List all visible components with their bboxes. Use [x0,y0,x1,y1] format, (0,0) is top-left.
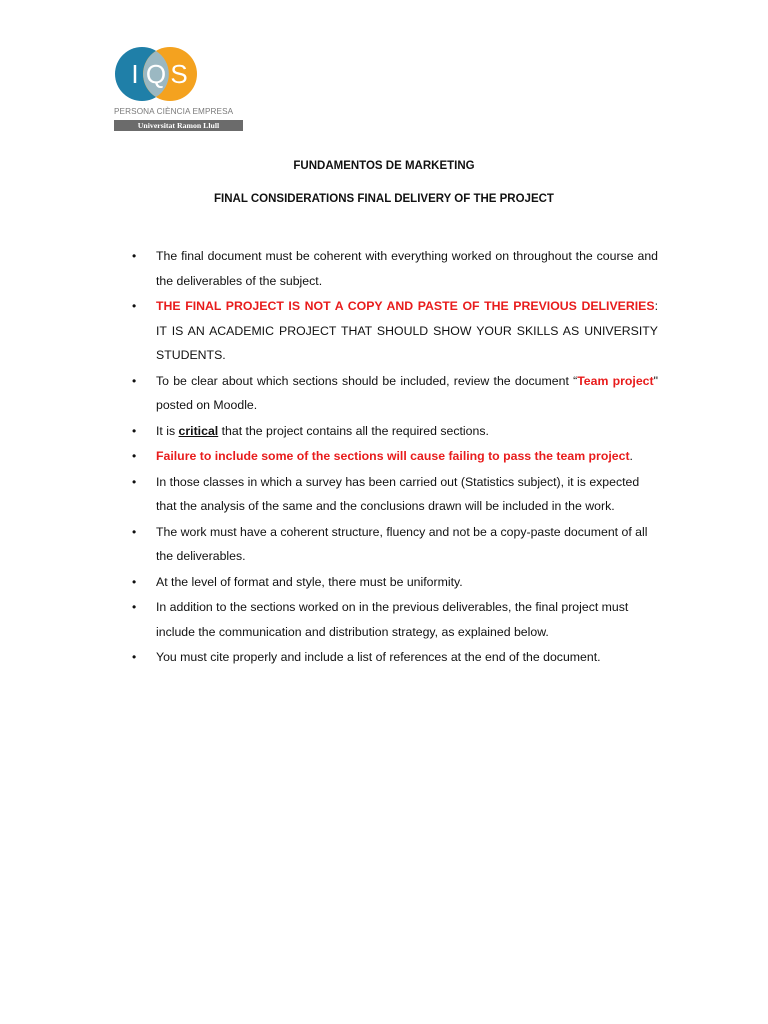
bullet-text: To be clear about which sections should be included, review the document “ [156,373,578,388]
bullet-icon: • [132,474,137,489]
list-item [130,419,658,444]
bullet-icon: • [132,600,137,614]
bullet-text: In those classes in which a survey has been carried out (Statistics subject), it is expected that the analysis of the same and the conclusions drawn will be included in the work. [156,474,640,513]
bullet-text: The final document must be coherent with everything worked on throughout the course and the deliverables of the subject. [156,249,658,288]
logo-letter-q: Q [145,59,167,89]
logo-letter-s: S [170,59,188,89]
bullet-text: It is [156,423,179,438]
list-item [130,595,658,644]
bullet-icon: • [132,650,137,664]
bullet-text: At the level of format and style, there must be uniformity. [156,574,463,589]
list-item [130,570,658,595]
bullet-icon: • [132,299,137,313]
logo-tagline: PERSONA CIÈNCIA EMPRESA [114,107,234,116]
logo-letter-i: I [131,59,139,89]
bullet-icon: • [132,249,137,263]
bullet-text: You must cite properly and include a list of references at the end of the document. [156,650,601,664]
bullet-text: " posted on Moodle. [156,373,658,412]
bullet-icon: • [132,449,137,463]
bullet-icon: • [132,574,137,589]
list-item [130,369,658,418]
document-subtitle: FINAL CONSIDERATIONS FINAL DELIVERY OF THE PROJECT [214,193,554,205]
list-item [130,244,658,293]
list-item [130,520,658,569]
list-item [130,470,658,519]
logo-university: Universitat Ramon Llull [114,120,243,131]
bullet-icon: • [132,423,137,438]
list-item [130,645,658,670]
bullet-text: The work must have a coherent structure, fluency and not be a copy-paste document of all the deliverables. [156,524,648,563]
considerations-list [130,244,658,671]
bullet-text: : IT IS AN ACADEMIC PROJECT THAT SHOULD SHOW YOUR SKILLS AS UNIVERSITY STUDENTS. [156,299,658,362]
bullet-text: In addition to the sections worked on in the previous deliverables, the final project must include the communication and distribution strategy, as explained below. [156,600,629,639]
bullet-icon: • [132,524,137,539]
emphasis-text: THE FINAL PROJECT IS NOT A COPY AND PASTE OF THE PREVIOUS DELIVERIES [156,299,655,313]
list-item [130,444,658,469]
iqs-logo [113,46,245,134]
bullet-text: . [629,449,633,463]
iqs-logo-circles [113,46,199,102]
team-project-reference: Team project [577,373,654,388]
critical-emphasis: critical [178,423,219,438]
bullet-icon: • [132,373,137,388]
document-title: FUNDAMENTOS DE MARKETING [293,160,475,172]
bullet-text: that the project contains all the required sections. [218,423,489,438]
emphasis-text: Failure to include some of the sections will cause failing to pass the team project [156,449,630,463]
list-item [130,294,658,368]
